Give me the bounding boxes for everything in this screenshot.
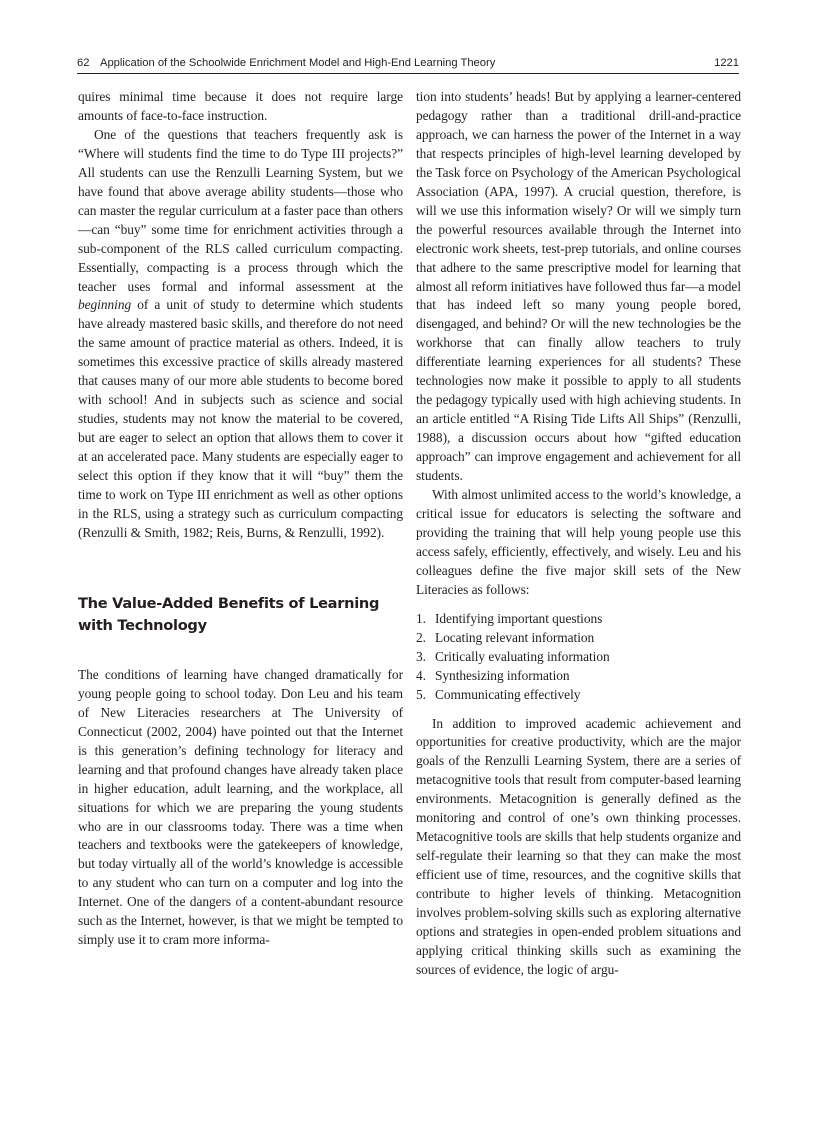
left-column	[78, 88, 403, 950]
paragraph: The conditions of learning have changed dramatically for young people going to school today. Don Leu and his team of New Literacies researchers at The University of Connecticut (2002, 2004) have pointed out that the Internet is this generation’s defining technology for literacy and learning and that profound changes have already taken place in higher education, adult learning, and the workplace, all situations for which we are preparing the young students who are in our classrooms today. There was a time when teachers and textbooks were the gatekeepers of knowledge, but today virtually all of the world’s knowledge is accessible to any student who can turn on a computer and log into the Internet. One of the dangers of a content-abundant resource such as the Internet, however, is that we might be tempted to simply use it to cram more informa-	[78, 666, 403, 948]
page-number: 1221	[714, 57, 739, 69]
list-item	[416, 648, 741, 667]
spacer	[78, 543, 403, 593]
list-number: 3.	[416, 648, 426, 664]
text-run: One of the questions that teachers frequently ask is “Where will students find the time to do Type III projects?” All students can use the Renzulli Learning System, but we have found that above average ability students—those who can master the regular curriculum at a faster pace than others—can “buy” some time for enrichment activities through a sub-component of the RLS called curriculum compacting. Essentially, compacting is a process through which the teacher uses formal and informal assessment at the	[78, 126, 403, 294]
list-text: Identifying important questions	[435, 610, 603, 626]
right-column	[416, 88, 741, 980]
text-run: of a unit of study to determine which students have already mastered basic skills, and therefore do not need the same amount of practice material as others. Indeed, it is sometimes this excessive practice of skills already mastered that causes many of our more able students to become bored with school! And in subjects such as science and social studies, students may not know the material to be covered, but are eager to select an option that allows them to cover it at an accelerated pace. Many students are especially eager to select this option if they know that it will “buy” them the time to work on Type III enrichment as well as other options in the RLS, using a strategy such as curriculum compacting (Renzulli & Smith, 1982; Reis, Burns, & Renzulli, 1992).	[78, 297, 403, 540]
list-item	[416, 686, 741, 705]
chapter-title: Application of the Schoolwide Enrichment Model and High-End Learning Theory	[100, 57, 496, 69]
paragraph: In addition to improved academic achievement and opportunities for creative productivity, which are the major goals of the Renzulli Learning System, there are a series of metacognitive tools that result from computer-based learning environments. Metacognition is generally defined as the monitoring and control of one’s own thinking processes. Metacognitive tools are skills that help students organize and self-regulate their learning so that they can make the most efficient use of time, resources, and the cognitive skills that contribute to higher levels of thinking. Metacognition involves problem-solving skills such as exploring alternative options and strategies in open-ended problem situations and applying critical thinking skills such as examining the sources of evidence, the logic of argu-	[416, 715, 741, 977]
list-item	[416, 629, 741, 648]
paragraph: tion into students’ heads! But by applying a learner-centered pedagogy rather than a traditional drill-and-practice approach, we can harness the power of the Internet in a way that respects principles of high-level learning developed by the Task force on Psychology of the American Psychological Association (APA, 1997). A crucial question, therefore, is will we use this information wisely? Or will we simply turn the powerful resources available through the Internet into electronic work sheets, test-prep tutorials, and online courses that adhere to the same prescriptive model for learning that almost all reform initiatives have followed thus far—a model that has indeed left so many young people bored, disengaged, and behind? Or will the new technologies be the workhorse that can finally allow teachers to truly differentiate learning experiences for all students? These technologies now make it possible to apply to all students the pedagogy typically used with high achieving students. In an article entitled “A Rising Tide Lifts All Ships” (Renzulli, 1988), a discussion occurs about how “gifted education approach” can improve engagement and achievement for all students.	[416, 89, 741, 484]
list-item	[416, 667, 741, 686]
skills-list	[416, 610, 741, 705]
list-text: Communicating effectively	[435, 686, 581, 702]
list-text: Synthesizing information	[435, 667, 570, 683]
spacer	[416, 705, 741, 715]
section-heading: The Value-Added Benefits of Learning with Technology	[78, 594, 380, 634]
paragraph: With almost unlimited access to the world’s knowledge, a critical issue for educators is selecting the software and providing the training that will help young people use this access safely, efficiently, effectively, and wisely. Leu and his colleagues define the five major skill sets of the New Literacies as follows:	[416, 487, 741, 597]
list-text: Critically evaluating information	[435, 648, 610, 664]
spacer	[78, 637, 403, 666]
list-number: 5.	[416, 686, 426, 702]
list-number: 2.	[416, 629, 426, 645]
chapter-number: 62	[77, 57, 90, 69]
list-text: Locating relevant information	[435, 629, 595, 645]
list-number: 4.	[416, 667, 426, 683]
list-item	[416, 610, 741, 629]
running-head	[77, 56, 739, 74]
spacer	[416, 600, 741, 610]
paragraph	[78, 126, 403, 543]
emphasis: beginning	[78, 297, 132, 313]
list-number: 1.	[416, 610, 426, 626]
paragraph: quires minimal time because it does not require large amounts of face-to-face instruction.	[78, 89, 403, 123]
